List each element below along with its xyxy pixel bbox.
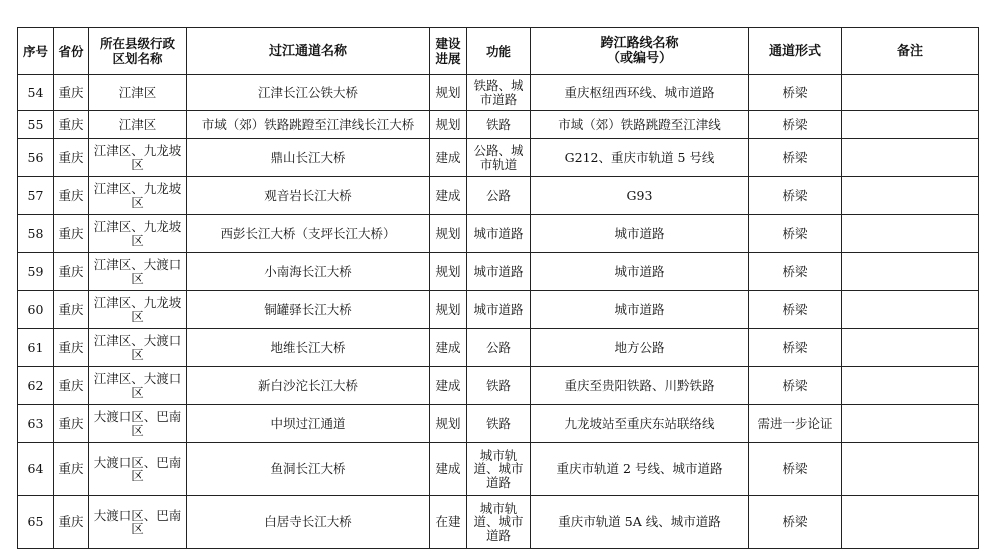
cell-county: 江津区、大渡口 区 xyxy=(89,253,187,291)
cell-name: 鼎山长江大桥 xyxy=(187,139,430,177)
cell-route: G93 xyxy=(531,177,749,215)
cell-note xyxy=(842,75,979,111)
cell-province: 重庆 xyxy=(54,443,89,496)
cell-function: 城市轨 道、城市 道路 xyxy=(467,496,531,549)
cell-province: 重庆 xyxy=(54,75,89,111)
header-function: 功能 xyxy=(467,28,531,75)
cell-route: 九龙坡站至重庆东站联络线 xyxy=(531,405,749,443)
cell-form: 桥梁 xyxy=(749,367,842,405)
cell-county: 江津区、九龙坡 区 xyxy=(89,215,187,253)
table-row xyxy=(18,75,979,111)
cell-seq: 63 xyxy=(18,405,54,443)
cell-form: 桥梁 xyxy=(749,139,842,177)
cell-note xyxy=(842,177,979,215)
cell-form: 桥梁 xyxy=(749,215,842,253)
table-row xyxy=(18,291,979,329)
cell-route: 重庆枢纽西环线、城市道路 xyxy=(531,75,749,111)
bridge-crossings-table xyxy=(17,27,979,549)
cell-seq: 57 xyxy=(18,177,54,215)
cell-name: 中坝过江通道 xyxy=(187,405,430,443)
cell-name: 小南海长江大桥 xyxy=(187,253,430,291)
cell-name: 铜罐驿长江大桥 xyxy=(187,291,430,329)
cell-seq: 62 xyxy=(18,367,54,405)
cell-form: 桥梁 xyxy=(749,177,842,215)
table-row xyxy=(18,496,979,549)
cell-province: 重庆 xyxy=(54,367,89,405)
cell-function: 城市道路 xyxy=(467,291,531,329)
cell-progress: 规划 xyxy=(430,253,467,291)
cell-county: 大渡口区、巴南 区 xyxy=(89,496,187,549)
cell-route: 重庆市轨道 2 号线、城市道路 xyxy=(531,443,749,496)
header-seq: 序号 xyxy=(18,28,54,75)
cell-route: 城市道路 xyxy=(531,291,749,329)
cell-function: 铁路、城 市道路 xyxy=(467,75,531,111)
cell-name: 西彭长江大桥（支坪长江大桥） xyxy=(187,215,430,253)
table-body xyxy=(18,75,979,549)
cell-progress: 建成 xyxy=(430,367,467,405)
cell-note xyxy=(842,329,979,367)
cell-county: 大渡口区、巴南 区 xyxy=(89,443,187,496)
cell-function: 公路 xyxy=(467,177,531,215)
cell-form: 桥梁 xyxy=(749,253,842,291)
cell-seq: 56 xyxy=(18,139,54,177)
cell-name: 鱼洞长江大桥 xyxy=(187,443,430,496)
cell-seq: 59 xyxy=(18,253,54,291)
cell-route: 地方公路 xyxy=(531,329,749,367)
cell-note xyxy=(842,443,979,496)
cell-name: 市域（郊）铁路跳蹬至江津线长江大桥 xyxy=(187,111,430,139)
cell-route: 城市道路 xyxy=(531,215,749,253)
cell-note xyxy=(842,111,979,139)
table-row xyxy=(18,253,979,291)
cell-progress: 在建 xyxy=(430,496,467,549)
cell-form: 桥梁 xyxy=(749,75,842,111)
cell-province: 重庆 xyxy=(54,177,89,215)
cell-note xyxy=(842,253,979,291)
cell-note xyxy=(842,496,979,549)
cell-county: 江津区 xyxy=(89,111,187,139)
cell-name: 江津长江公铁大桥 xyxy=(187,75,430,111)
table-row xyxy=(18,405,979,443)
cell-progress: 建成 xyxy=(430,443,467,496)
cell-province: 重庆 xyxy=(54,215,89,253)
cell-province: 重庆 xyxy=(54,139,89,177)
cell-seq: 65 xyxy=(18,496,54,549)
cell-route: G212、重庆市轨道 5 号线 xyxy=(531,139,749,177)
cell-function: 铁路 xyxy=(467,367,531,405)
cell-seq: 58 xyxy=(18,215,54,253)
cell-province: 重庆 xyxy=(54,329,89,367)
header-county: 所在县级行政 区划名称 xyxy=(89,28,187,75)
cell-function: 城市道路 xyxy=(467,253,531,291)
cell-name: 观音岩长江大桥 xyxy=(187,177,430,215)
cell-progress: 规划 xyxy=(430,405,467,443)
cell-function: 铁路 xyxy=(467,405,531,443)
cell-seq: 61 xyxy=(18,329,54,367)
cell-route: 重庆至贵阳铁路、川黔铁路 xyxy=(531,367,749,405)
cell-form: 桥梁 xyxy=(749,329,842,367)
cell-form: 需进一步论证 xyxy=(749,405,842,443)
cell-county: 江津区、大渡口 区 xyxy=(89,329,187,367)
cell-seq: 64 xyxy=(18,443,54,496)
cell-province: 重庆 xyxy=(54,496,89,549)
table-row xyxy=(18,177,979,215)
cell-form: 桥梁 xyxy=(749,443,842,496)
cell-route: 重庆市轨道 5A 线、城市道路 xyxy=(531,496,749,549)
cell-form: 桥梁 xyxy=(749,111,842,139)
cell-form: 桥梁 xyxy=(749,496,842,549)
cell-name: 白居寺长江大桥 xyxy=(187,496,430,549)
table-row xyxy=(18,443,979,496)
header-progress: 建设 进展 xyxy=(430,28,467,75)
header-route: 跨江路线名称 （或编号） xyxy=(531,28,749,75)
cell-route: 市域（郊）铁路跳蹬至江津线 xyxy=(531,111,749,139)
header-form: 通道形式 xyxy=(749,28,842,75)
cell-seq: 55 xyxy=(18,111,54,139)
cell-county: 江津区、九龙坡 区 xyxy=(89,291,187,329)
cell-county: 江津区 xyxy=(89,75,187,111)
cell-county: 江津区、九龙坡 区 xyxy=(89,139,187,177)
table-row xyxy=(18,139,979,177)
cell-progress: 建成 xyxy=(430,139,467,177)
table-row xyxy=(18,329,979,367)
header-note: 备注 xyxy=(842,28,979,75)
cell-function: 公路、城 市轨道 xyxy=(467,139,531,177)
cell-seq: 54 xyxy=(18,75,54,111)
cell-note xyxy=(842,215,979,253)
table-row xyxy=(18,367,979,405)
cell-progress: 规划 xyxy=(430,111,467,139)
cell-province: 重庆 xyxy=(54,291,89,329)
cell-progress: 建成 xyxy=(430,329,467,367)
cell-county: 江津区、大渡口 区 xyxy=(89,367,187,405)
cell-county: 江津区、九龙坡 区 xyxy=(89,177,187,215)
cell-progress: 规划 xyxy=(430,291,467,329)
cell-name: 新白沙沱长江大桥 xyxy=(187,367,430,405)
cell-province: 重庆 xyxy=(54,111,89,139)
cell-progress: 建成 xyxy=(430,177,467,215)
cell-province: 重庆 xyxy=(54,405,89,443)
header-name: 过江通道名称 xyxy=(187,28,430,75)
cell-progress: 规划 xyxy=(430,215,467,253)
cell-function: 城市轨 道、城市 道路 xyxy=(467,443,531,496)
cell-function: 公路 xyxy=(467,329,531,367)
table-row xyxy=(18,215,979,253)
cell-progress: 规划 xyxy=(430,75,467,111)
cell-note xyxy=(842,405,979,443)
cell-function: 城市道路 xyxy=(467,215,531,253)
table-header-row xyxy=(18,28,979,75)
cell-note xyxy=(842,367,979,405)
cell-seq: 60 xyxy=(18,291,54,329)
cell-province: 重庆 xyxy=(54,253,89,291)
cell-note xyxy=(842,291,979,329)
cell-function: 铁路 xyxy=(467,111,531,139)
cell-route: 城市道路 xyxy=(531,253,749,291)
cell-note xyxy=(842,139,979,177)
cell-county: 大渡口区、巴南 区 xyxy=(89,405,187,443)
cell-form: 桥梁 xyxy=(749,291,842,329)
header-province: 省份 xyxy=(54,28,89,75)
cell-name: 地维长江大桥 xyxy=(187,329,430,367)
table-row xyxy=(18,111,979,139)
